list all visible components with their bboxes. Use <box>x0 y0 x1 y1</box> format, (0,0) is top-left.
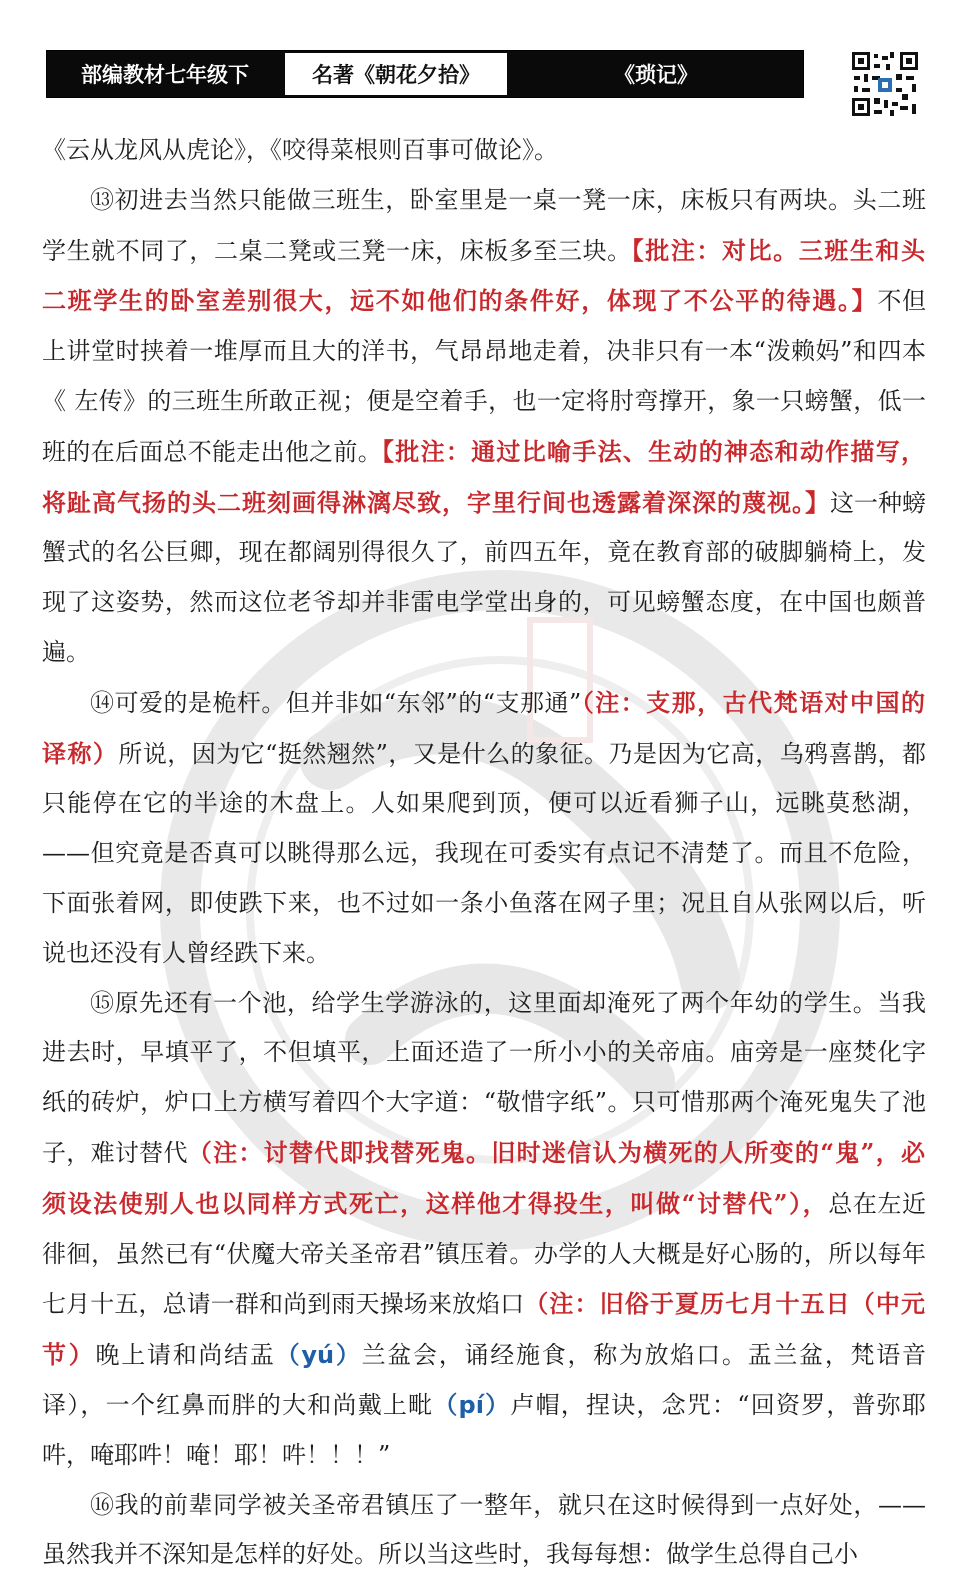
article-body <box>42 126 926 1580</box>
text: 这一种螃蟹式的名公巨卿，现在都阔别得很久了，前四五年，竟在教育部的破脚躺椅上，发现了这姿势，然而这位老爷却并非雷电学堂出身的，可见螃蟹态度，在中国也颇普遍。 <box>42 488 926 666</box>
text: ⑬初进去当然只能做三班生，卧室里是一桌一凳一床，床板只有两块。头二班学生就不同了，二桌二凳或三凳一床，床板多至三块。 <box>42 185 926 265</box>
paragraph-continuation <box>42 126 926 176</box>
header-textbook-label: 部编教材七年级下 <box>81 63 249 87</box>
header-chapter-title: 《琐记》 <box>614 63 698 87</box>
text: 晚上请和尚结盂 <box>95 1341 276 1370</box>
pinyin-annotation: （yú） <box>275 1341 362 1370</box>
annotation-note: 【批注：对比。三班生和头二班学生的卧室差别很大，远不如他们的条件好，体现了不公平的待遇。】 <box>42 235 927 316</box>
header-bar <box>46 50 804 98</box>
text: 总在左近徘徊，虽然已有“伏魔大帝关圣帝君”镇压着。办学的人大概是好心肠的，所以每年七月十五，总请一群和尚到雨天操场来放焰口 <box>42 1189 926 1319</box>
text: 不但上讲堂时挟着一堆厚而且大的洋书，气昂昂地走着，决非只有一本“泼赖妈”和四本《 左传》的三班生所敢正视；便是空着手，也一定将肘弯撑开，象一只螃蟹，低一班的在后面总不能走出他之前。 <box>42 287 927 466</box>
text: ⑭可爱的是桅杆。但并非如“东邻”的“支那通” <box>90 688 582 717</box>
paragraph-15 <box>42 979 926 1481</box>
text: 所说，因为它“挺然翘然”，又是什么的象征。乃是因为它高，乌鸦喜鹊，都只能停在它的半途的木盘上。人如果爬到顶，便可以近看狮子山，远眺莫愁湖，——但究竟是否真可以眺得那么远，我现在可委实有点记不清楚了。而且不危险，下面张着网，即使跌下来，也不过如一条小鱼落在网子里；况且自从张网以后，听说也还没有人曾经跌下来。 <box>42 739 926 967</box>
footnote-note: （注：支那，古代梵语对中国的译称） <box>42 687 927 768</box>
footnote-note: （注：旧俗于夏历七月十五日（中元节） <box>42 1289 927 1370</box>
qr-code-icon <box>850 50 920 118</box>
paragraph-14 <box>42 678 926 979</box>
paragraph-13 <box>42 176 926 678</box>
text: ⑮原先还有一个池，给学生学游泳的，这里面却淹死了两个年幼的学生。当我进去时，早填平了，不但填平，上面还造了一所小小的关帝庙。庙旁是一座焚化字纸的砖炉，炉口上方横写着四个大字道：“敬惜字纸”。只可惜那两个淹死鬼失了池子，难讨替代 <box>42 988 926 1167</box>
text: 卢帽，捏诀，念咒：“回资罗，普弥耶吽，唵耶吽！唵！耶！吽！！！” <box>42 1390 927 1469</box>
text: 兰盆会，诵经施食，称为放焰口。盂兰盆，梵语音译），一个红鼻而胖的大和尚戴上毗 <box>42 1341 927 1419</box>
text: 《云从龙风从虎论》，《咬得菜根则百事可做论》。 <box>42 136 558 164</box>
text: ⑯我的前辈同学被关圣帝君镇压了一整年，就只在这时候得到一点好处，——虽然我并不深知是怎样的好处。所以当这些时，我每每想：做学生总得自己小 <box>42 1490 926 1569</box>
header-book-title: 名著《朝花夕拾》 <box>283 51 509 97</box>
annotation-note: 【批注：通过比喻手法、生动的神态和动作描写，将趾高气扬的头二班刻画得淋漓尽致，字里行间也透露着深深的蔑视。】 <box>42 436 926 517</box>
footnote-note: （注：讨替代即找替死鬼。旧时迷信认为横死的人所变的“鬼”，必须设法使别人也以同样方式死亡，这样他才得投生，叫做“讨替代”）， <box>42 1137 926 1218</box>
paragraph-16 <box>42 1481 926 1581</box>
pinyin-annotation: （pí） <box>433 1390 511 1419</box>
